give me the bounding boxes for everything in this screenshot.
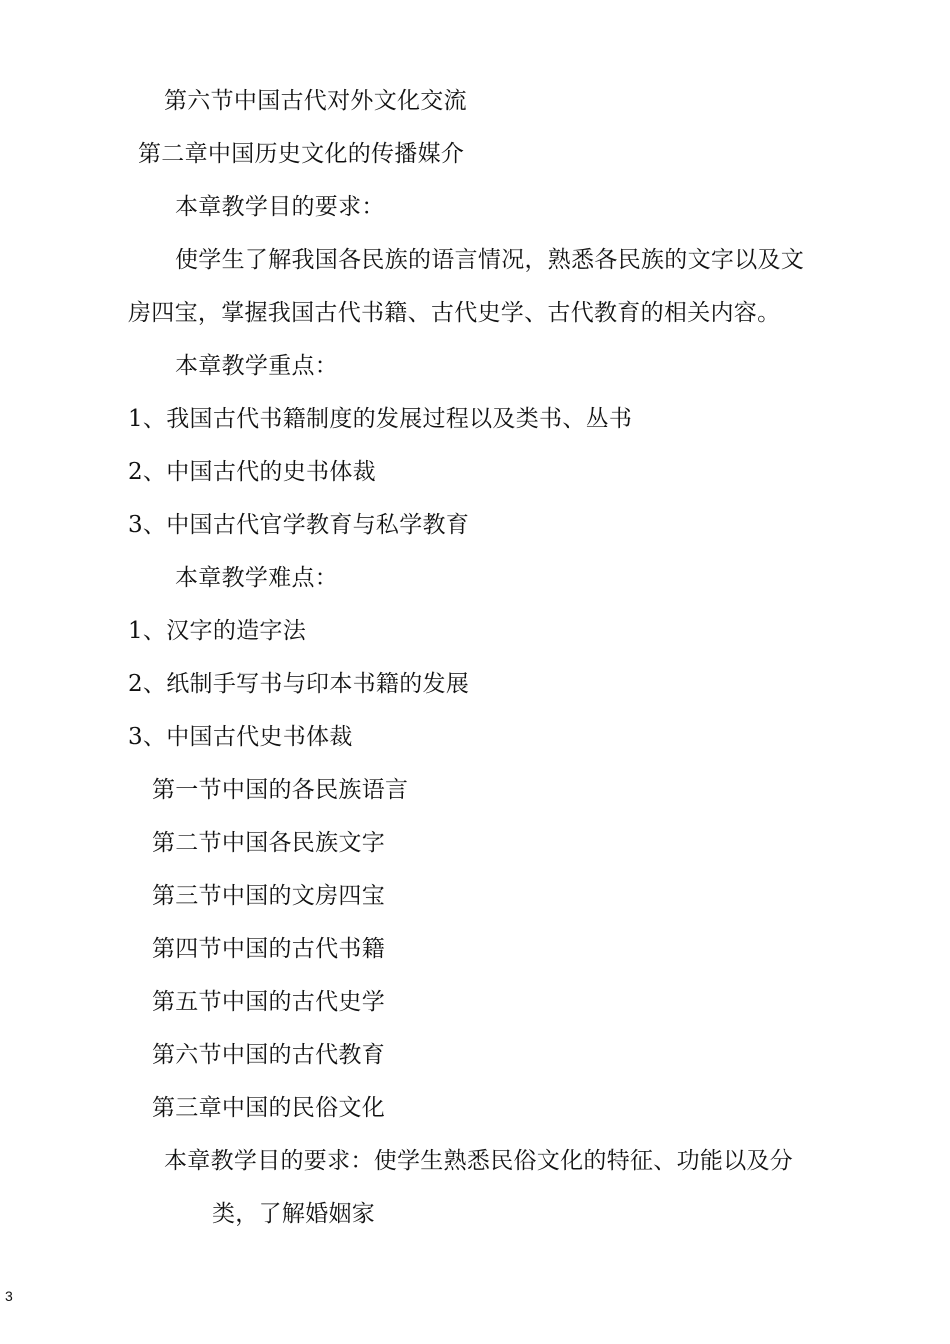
difficult-points-label: 本章教学难点： [175, 565, 339, 591]
section-heading: 第六节中国古代对外文化交流 [164, 88, 467, 114]
list-item: 1、汉字的造字法 [128, 618, 307, 644]
list-item: 2、中国古代的史书体裁 [128, 459, 376, 485]
objectives-label: 本章教学目的要求： [175, 194, 385, 220]
paragraph-line: 类，了解婚姻家 [212, 1201, 376, 1227]
paragraph-line: 本章教学目的要求：使学生熟悉民俗文化的特征、功能以及分 [164, 1148, 794, 1174]
key-points-label: 本章教学重点： [175, 353, 339, 379]
chapter-heading: 第三章中国的民俗文化 [152, 1095, 385, 1121]
list-item: 3、中国古代官学教育与私学教育 [128, 512, 470, 538]
section-heading: 第四节中国的古代书籍 [152, 936, 385, 962]
page-number: 3 [5, 1288, 13, 1304]
section-heading: 第一节中国的各民族语言 [152, 777, 409, 803]
chapter-heading: 第二章中国历史文化的传播媒介 [138, 141, 465, 167]
section-heading: 第六节中国的古代教育 [152, 1042, 385, 1068]
list-item: 1、我国古代书籍制度的发展过程以及类书、丛书 [128, 406, 633, 432]
section-heading: 第二节中国各民族文字 [152, 830, 385, 856]
paragraph-line: 房四宝，掌握我国古代书籍、古代史学、古代教育的相关内容。 [128, 300, 781, 326]
section-heading: 第三节中国的文房四宝 [152, 883, 385, 909]
list-item: 3、中国古代史书体裁 [128, 724, 353, 750]
list-item: 2、纸制手写书与印本书籍的发展 [128, 671, 470, 697]
paragraph-line: 使学生了解我国各民族的语言情况，熟悉各民族的文字以及文 [175, 247, 805, 273]
section-heading: 第五节中国的古代史学 [152, 989, 385, 1015]
